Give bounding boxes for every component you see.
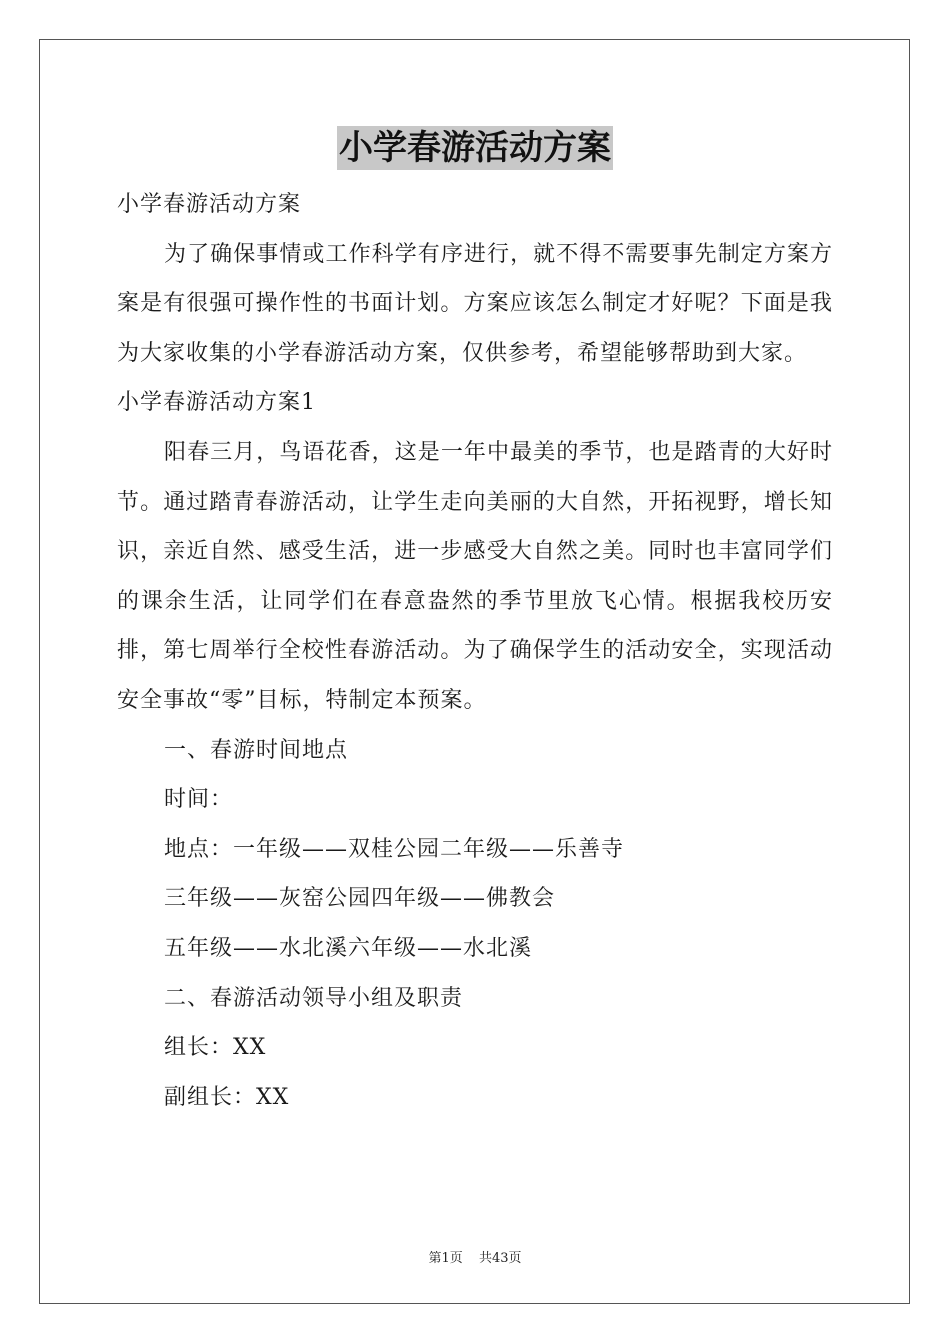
- time-line: 时间：: [164, 787, 234, 813]
- location-line-3: 五年级——水北溪六年级——水北溪: [164, 935, 533, 961]
- total-pages: 共43页: [478, 1251, 522, 1266]
- document-body: [117, 180, 833, 1122]
- leader-line: 组长：XX: [164, 1035, 267, 1061]
- title-container: [0, 126, 950, 170]
- section-heading: 小学春游活动方案1: [117, 390, 316, 416]
- location-line-2: 三年级——灰窑公园四年级——佛教会: [164, 886, 556, 912]
- section-paragraph: 阳春三月，鸟语花香，这是一年中最美的季节，也是踏青的大好时节。通过踏青春游活动，让学生走向美丽的大自然，开拓视野，增长知识，亲近自然、感受生活，进一步感受大自然之美。同时也丰富同学们的课余生活，让同学们在春意盎然的季节里放飞心情。根据我校历安排，第七周举行全校性春游活动。为了确保学生的活动安全，实现活动安全事故“零”目标，特制定本预案。: [117, 439, 833, 713]
- deputy-leader-line: 副组长：XX: [164, 1084, 290, 1110]
- page-number: 第1页: [428, 1251, 463, 1266]
- page-footer: [0, 1247, 950, 1266]
- intro-paragraph: 为了确保事情或工作科学有序进行，就不得不需要事先制定方案方案是有很强可操作性的书面计划。方案应该怎么制定才好呢？下面是我为大家收集的小学春游活动方案，仅供参考，希望能够帮助到大家。: [117, 241, 833, 366]
- heading-time-location: 一、春游时间地点: [164, 737, 349, 763]
- location-line-1: 地点：一年级——双桂公园二年级——乐善寺: [164, 836, 625, 862]
- document-title: 小学春游活动方案: [339, 128, 611, 168]
- heading-leadership: 二、春游活动领导小组及职责: [164, 985, 464, 1011]
- document-subtitle: 小学春游活动方案: [117, 192, 302, 217]
